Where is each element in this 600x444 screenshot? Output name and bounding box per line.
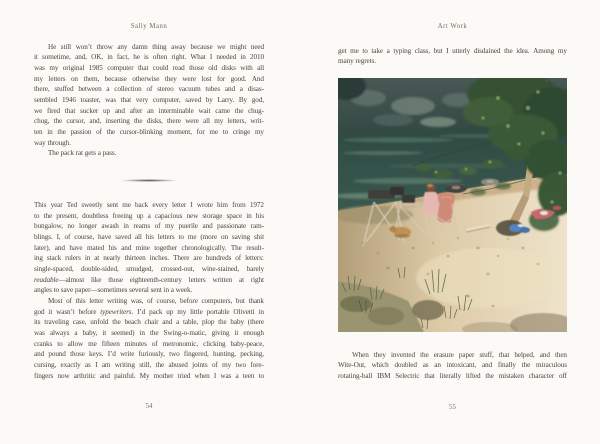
text-line: way through. bbox=[34, 138, 71, 147]
section-divider bbox=[120, 179, 178, 182]
right-page-body-top bbox=[338, 44, 567, 65]
text-line: ten in the passion of the cursor-blinking moment, for me to cringe my bbox=[34, 128, 264, 137]
text-line: blings. I, of course, have saved all his letters to me (more on saving shit bbox=[34, 233, 264, 242]
text-line: fingers now arthritic and painful. My mother tried when I was a teen to bbox=[34, 371, 264, 380]
text-line: its traveling case, unfold the beach chair and a table, plop the baby (there bbox=[34, 318, 264, 327]
text-line: ing stack rulers in at nearly thirteen inches. There are hundreds of letters: bbox=[34, 254, 264, 263]
running-header-left: Sally Mann bbox=[130, 23, 168, 30]
text-line: god it wasn’t before typewriters. I’d pack up my little portable Olivetti in bbox=[34, 307, 264, 316]
text-line: He still won’t throw any damn thing away because we might need bbox=[48, 42, 264, 51]
paragraph bbox=[34, 198, 264, 294]
text-line: was always a baby, it seemed) in the Swing-o-matic, giving it enough bbox=[34, 329, 264, 338]
text-line: sembled 1946 toaster, was that very computer, saved by Larry. By god, bbox=[34, 96, 264, 105]
text-line: readable—almost like those eighteenth-century letters written at right bbox=[34, 275, 264, 284]
running-header-right: Art Work bbox=[437, 23, 468, 30]
text-line: cranks to allow me fifteen minutes of metronomic, clicking baby-peace, bbox=[34, 339, 264, 348]
page-left bbox=[34, 0, 264, 444]
page-number-left: 54 bbox=[145, 403, 153, 410]
page-number-right: 55 bbox=[449, 404, 456, 411]
text-line: rotating-ball IBM Selectric that literally lifted the mistaken character off bbox=[338, 372, 567, 381]
text-line: there, stuffed between a collection of stereo vacuum tubes and a disas- bbox=[34, 85, 264, 94]
left-page-body bbox=[34, 40, 264, 380]
beach-photo bbox=[338, 78, 567, 332]
text-line: get me to take a typing class, but I utterly disdained the idea. Among my bbox=[338, 46, 567, 55]
text-line: many regrets. bbox=[338, 57, 376, 66]
text-line: cursing, exactly as I am writing still, the abused joints of my two fore- bbox=[34, 361, 264, 370]
paragraph bbox=[34, 147, 264, 158]
right-page-body-bottom bbox=[338, 348, 567, 380]
text-line: This year Ted sweetly sent me back every letter I wrote him from 1972 bbox=[34, 201, 264, 210]
text-line: to the present, doubtless freeing up a capacious new storage space in his bbox=[34, 211, 264, 220]
paragraph bbox=[338, 348, 567, 380]
text-line: bungalow, no longer awash in reams of my puerile and passionate ram- bbox=[34, 222, 264, 231]
text-line: and pound those keys. I’d write furiously, two fingered, hunting, pecking, bbox=[34, 350, 264, 359]
paragraph bbox=[34, 294, 264, 379]
paragraph bbox=[338, 44, 567, 65]
paragraph bbox=[34, 40, 264, 147]
text-line: was my original 1985 computer that could read those old disks with all bbox=[34, 64, 264, 73]
text-line: When they invented the erasure paper stuff, that helped, and then bbox=[352, 350, 567, 359]
text-line: chug, the cursor, and, inserting the disks, there were all my letters, writ- bbox=[34, 117, 264, 126]
text-line: later), and have mated his and mine together chronologically. The result- bbox=[34, 243, 264, 252]
text-line: Wite-Out, which doubled as an intoxicant, and finally the miraculous bbox=[338, 361, 567, 370]
page-right bbox=[338, 0, 567, 444]
text-line: single-spaced, double-sided, smudged, crossed-out, wine-stained, barely bbox=[34, 265, 264, 274]
text-line: angles to save paper—sometimes several sent in a week. bbox=[34, 286, 193, 295]
text-line: The pack rat gets a pass. bbox=[48, 149, 117, 158]
text-line: Most of this letter writing was, of course, before computers, but thank bbox=[48, 297, 264, 306]
text-line: my letters on them, because otherwise they were lost for good. And bbox=[34, 74, 264, 83]
text-line: it sometime, and, OK, in fact, he is often right. What I needed in 2010 bbox=[34, 53, 264, 62]
text-line: we fired that sucker up and after an interminable wait came the chug- bbox=[34, 106, 264, 115]
